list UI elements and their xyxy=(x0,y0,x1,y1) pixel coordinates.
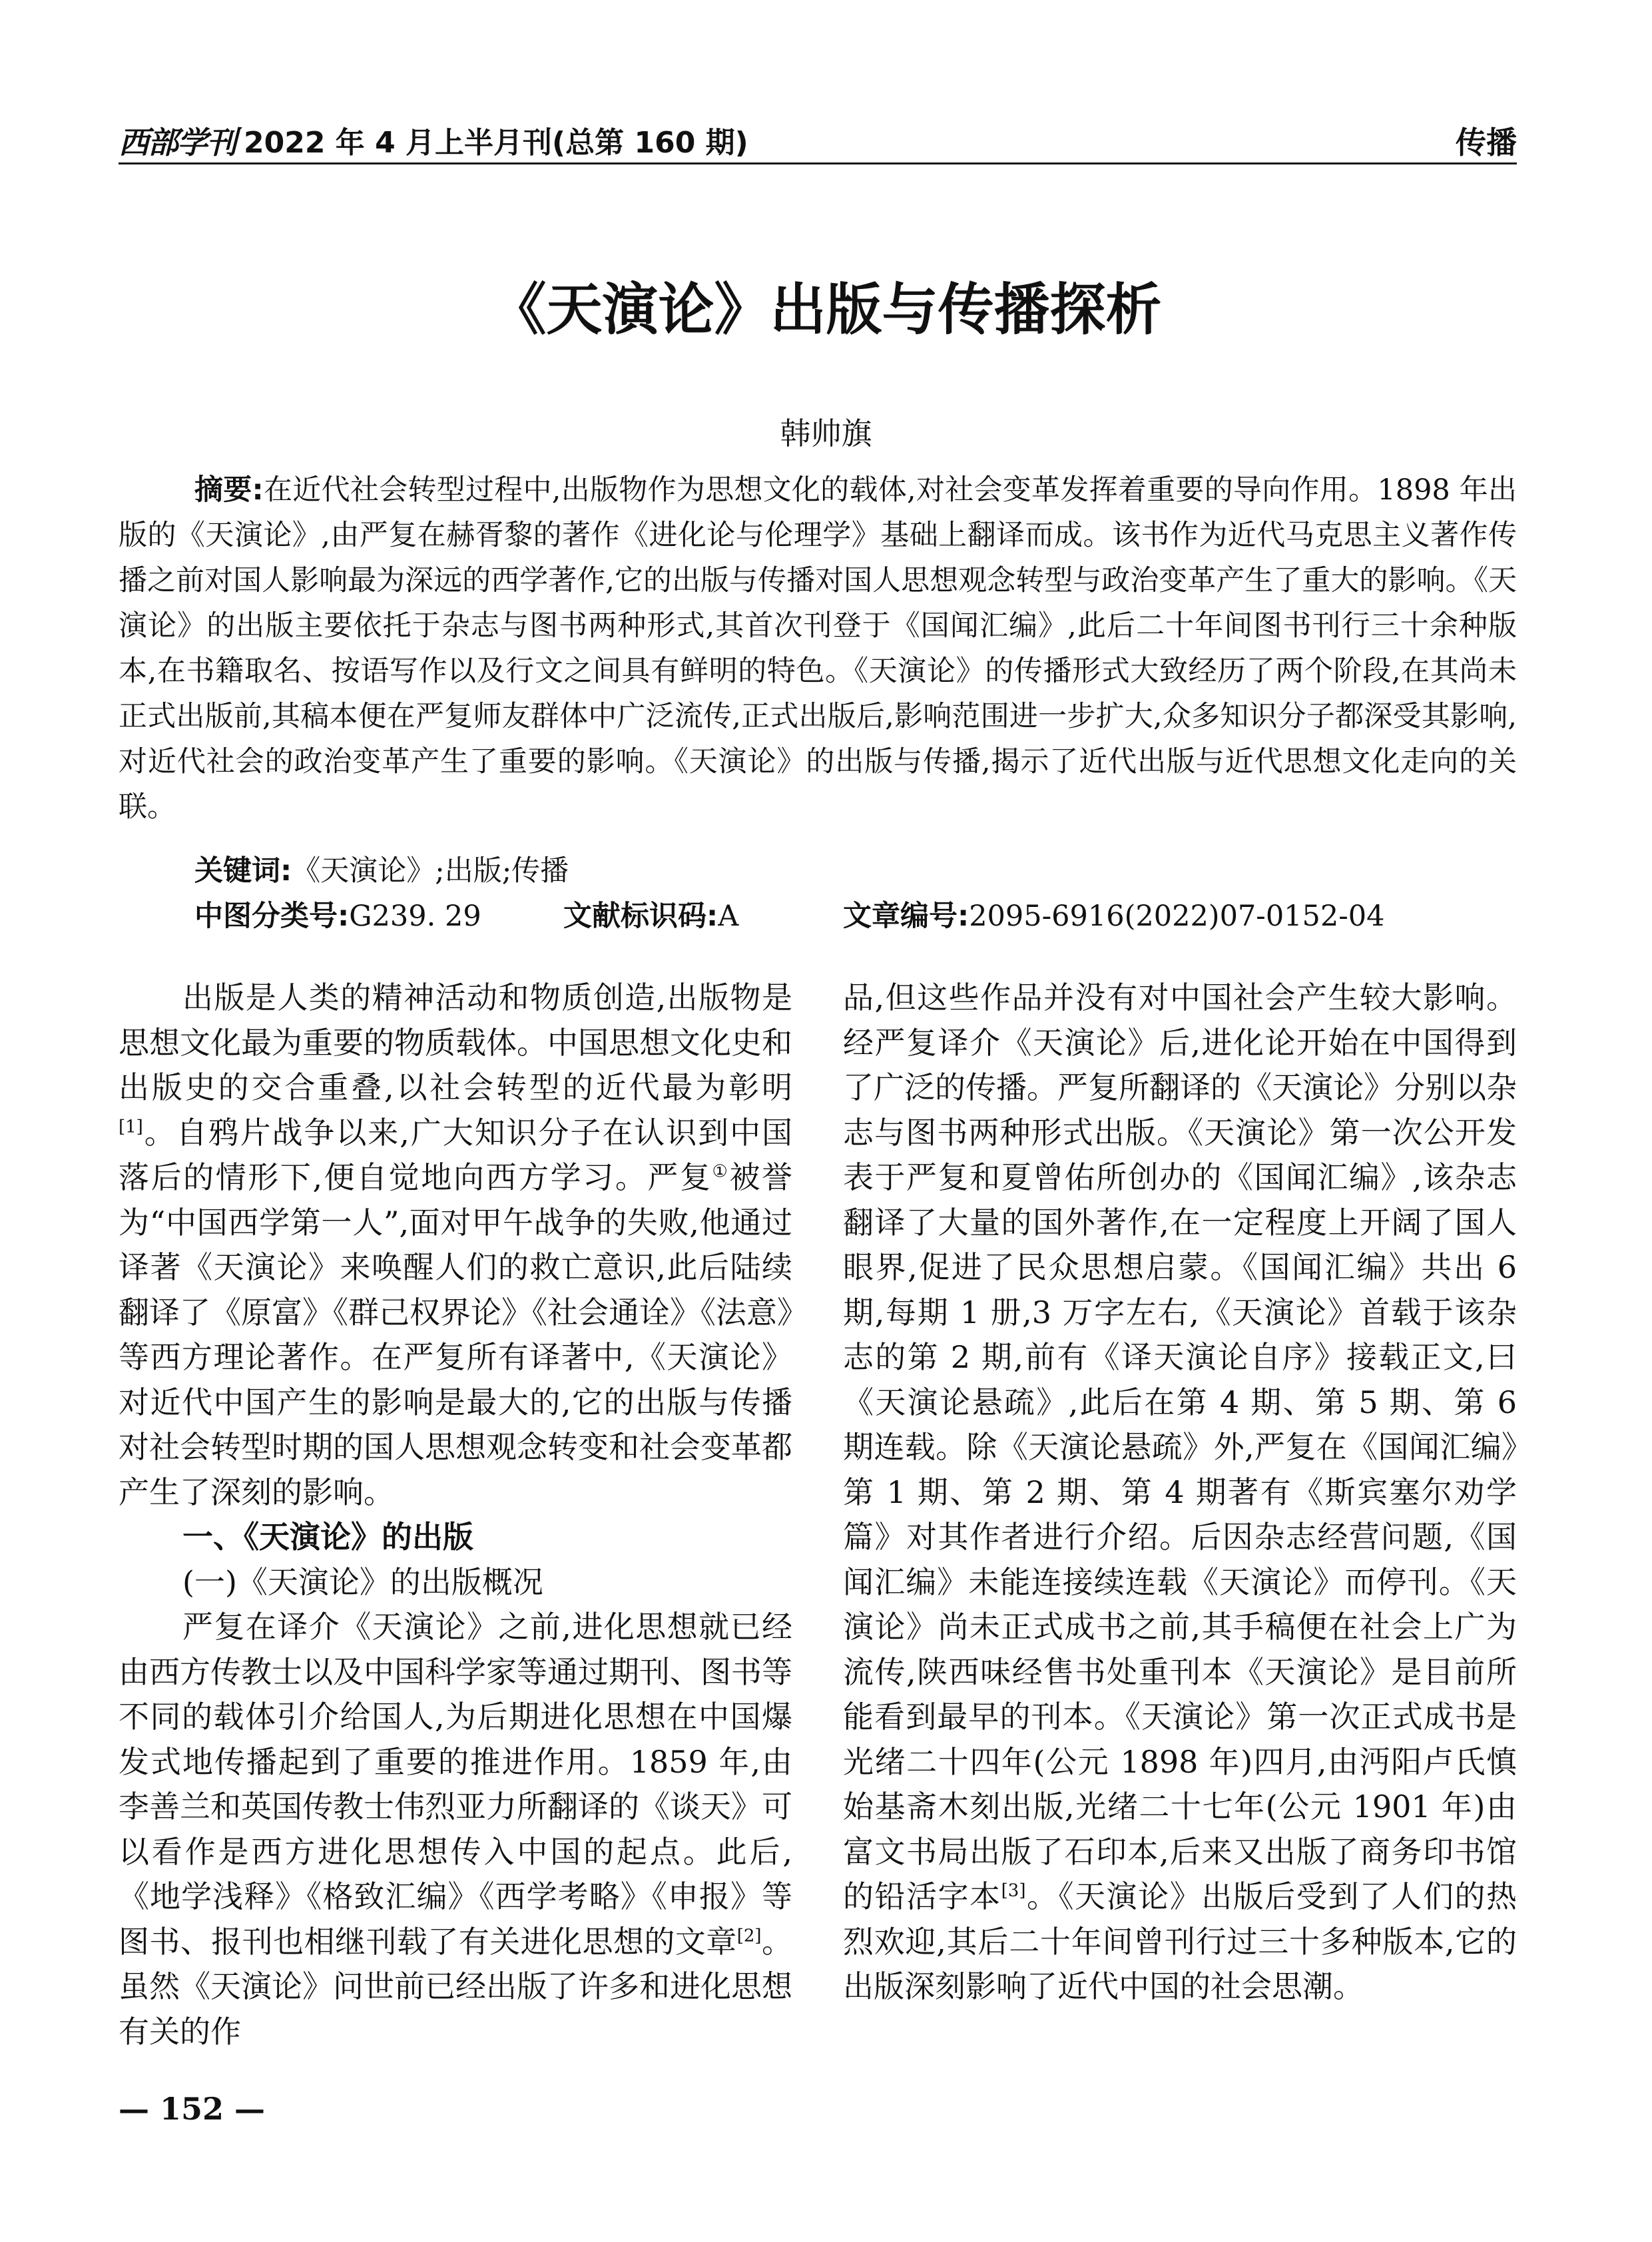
paragraph-text: 。自鸦片战争以来,广大知识分子在认识到中国落后的情形下,便自觉地向西方学习。严复 xyxy=(119,1114,792,1195)
issue-info: 2022 年 4 月上半月刊(总第 160 期) xyxy=(244,126,748,160)
running-header xyxy=(119,107,1517,160)
header-rule xyxy=(119,162,1517,164)
clc-number xyxy=(194,894,481,934)
citation-ref: [2] xyxy=(736,1926,762,1946)
abstract-body xyxy=(119,467,1517,830)
footnote-marker: ① xyxy=(712,1161,730,1182)
keywords-text: 《天演论》;出版;传播 xyxy=(292,854,569,888)
citation-ref: [1] xyxy=(119,1117,143,1137)
abstract xyxy=(119,467,1517,830)
article-title: 《天演论》出版与传播探析 xyxy=(490,277,1162,342)
article-author: 韩帅旗 xyxy=(780,416,872,451)
paragraph-text: 被誉为“中国西学第一人”,面对甲午战争的失败,他通过译著《天演论》来唤醒人们的救亡意识,此后陆续翻译了《原富》《群己权界论》《社会通诠》《法意》等西方理论著作。在严复所有译著中,《天演论》对近代中国产生的影响是最大的,它的出版与传播对社会转型时期的国人思想观念转变和社会变革都产生了深刻的影响。 xyxy=(119,1159,793,1510)
paragraph-text: 出版是人类的精神活动和物质创造,出版物是思想文化最为重要的物质载体。中国思想文化史和出版史的交合重叠,以社会转型的近代最为彰明 xyxy=(119,980,792,1105)
left-column xyxy=(119,976,792,2054)
journal-logo: 西部学刊 xyxy=(119,125,236,160)
section-heading: 一、《天演论》的出版 xyxy=(182,1519,473,1555)
clc-label: 中图分类号: xyxy=(194,900,350,933)
paragraph-text: 。《天演论》出版后受到了人们的热烈欢迎,其后二十年间曾刊行过三十多种版本,它的出版深刻影响了近代中国的社会思潮。 xyxy=(843,1878,1517,2004)
keywords xyxy=(194,848,569,889)
abstract-label: 摘要: xyxy=(194,473,264,507)
art-label: 文章编号: xyxy=(843,900,969,933)
page-number: — 152 — xyxy=(119,2091,266,2127)
abstract-text: 在近代社会转型过程中,出版物作为思想文化的载体,对社会变革发挥着重要的导向作用。1898 年出版的《天演论》,由严复在赫胥黎的著作《进化论与伦理学》基础上翻译而成。该书作为近代马克思主义著作传播之前对国人影响最为深远的西学著作,它的出版与传播对国人思想观念转型与政治变革产生了重大的影响。《天演论》的出版主要依托于杂志与图书两种形式,其首次刊登于《国闻汇编》,此后二十年间图书刊行三十余种版本,在书籍取名、按语写作以及行文之间具有鲜明的特色。《天演论》的传播形式大致经历了两个阶段,在其尚未正式出版前,其稿本便在严复师友群体中广泛流传,正式出版后,影响范围进一步扩大,众多知识分子都深受其影响,对近代社会的政治变革产生了重要的影响。《天演论》的出版与传播,揭示了近代出版与近代思想文化走向的关联。 xyxy=(119,473,1517,824)
keywords-label: 关键词: xyxy=(194,854,292,888)
article-number xyxy=(843,894,1385,934)
paragraph-text: 严复在译介《天演论》之前,进化思想就已经由西方传教士以及中国科学家等通过期刊、图书等不同的载体引介给国人,为后期进化思想在中国爆发式地传播起到了重要的推进作用。1859 年,由李善兰和英国传教士伟烈亚力所翻译的《谈天》可以看作是西方进化思想传入中国的起点。此后,《地学浅释》《格致汇编》《西学考略》《申报》等图书、报刊也相继刊载了有关进化思想的文章 xyxy=(119,1609,792,1960)
section-label: 传播 xyxy=(1456,125,1517,160)
doc-value: A xyxy=(718,900,739,933)
right-column xyxy=(843,976,1517,2010)
paragraph xyxy=(119,976,792,1515)
clc-value: G239. 29 xyxy=(349,900,481,933)
doc-label: 文献标识码: xyxy=(563,900,718,933)
paragraph xyxy=(119,1605,792,2054)
citation-ref: [3] xyxy=(1001,1880,1026,1901)
paragraph xyxy=(843,976,1517,2010)
art-value: 2095-6916(2022)07-0152-04 xyxy=(969,900,1385,933)
document-code xyxy=(563,894,738,934)
paragraph-text: 品,但这些作品并没有对中国社会产生较大影响。经严复译介《天演论》后,进化论开始在中国得到了广泛的传播。严复所翻译的《天演论》分别以杂志与图书两种形式出版。《天演论》第一次公开发表于严复和夏曾佑所创办的《国闻汇编》,该杂志翻译了大量的国外著作,在一定程度上开阔了国人眼界,促进了民众思想启蒙。《国闻汇编》共出 6 期,每期 1 册,3 万字左右,《天演论》首载于该杂志的第 2 期,前有《译天演论自序》接载正文,曰《天演论悬疏》,此后在第 4 期、第 5 期、第 6 期连载。除《天演论悬疏》外,严复在《国闻汇编》第 1 期、第 2 期、第 4 期著有《斯宾塞尔劝学篇》对其作者进行介绍。后因杂志经营问题,《国闻汇编》未能连接续连载《天演论》而停刊。《天演论》尚未正式成书之前,其手稿便在社会上广为流传,陕西味经售书处重刊本《天演论》是目前所能看到最早的刊本。《天演论》第一次正式成书是光绪二十四年(公元 1898 年)四月,由沔阳卢氏慎始基斋木刻出版,光绪二十七年(公元 1901 年)由富文书局出版了石印本,后来又出版了商务印书馆的铅活字本 xyxy=(843,980,1517,1914)
subsection-heading: (一)《天演论》的出版概况 xyxy=(182,1563,543,1600)
paragraph-text: 。虽然《天演论》问世前已经出版了许多和进化思想有关的作 xyxy=(119,1923,793,2050)
